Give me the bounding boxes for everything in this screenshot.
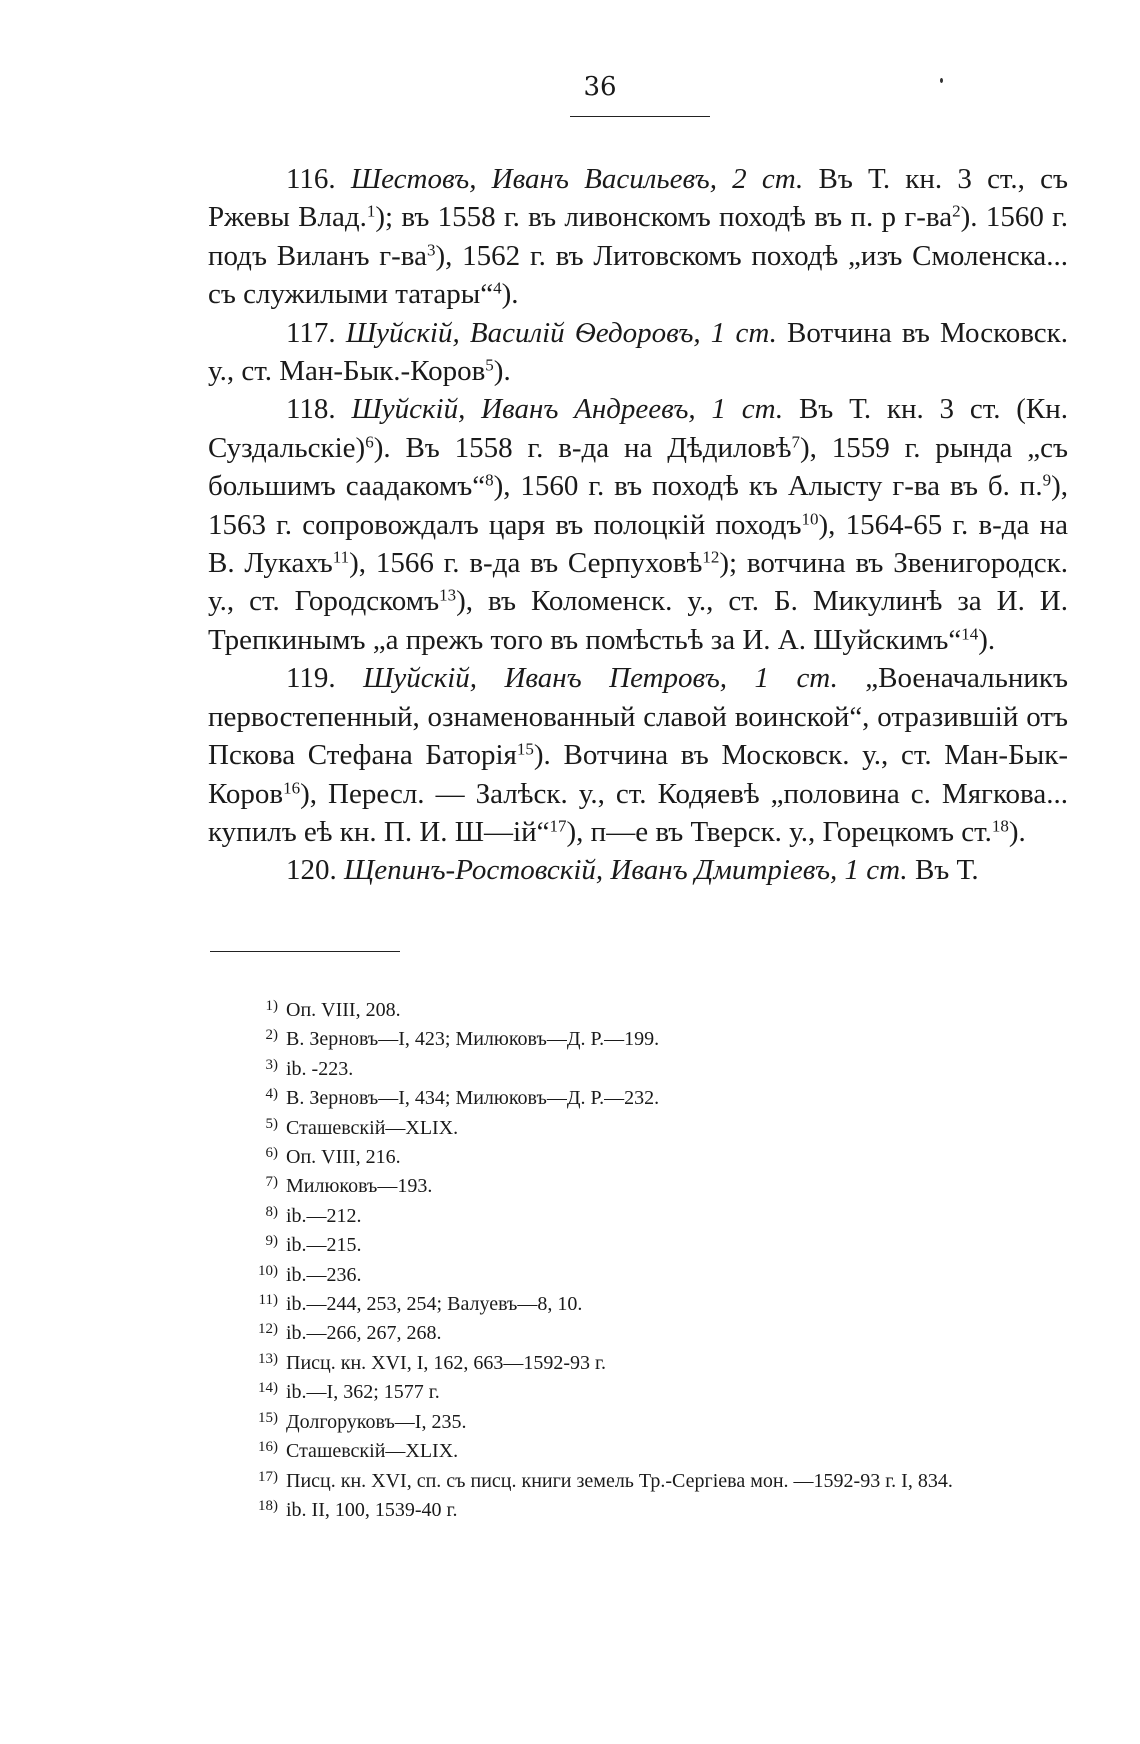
entry-text: ), 1560 г. въ походѣ къ Алысту г-ва въ б. п. [493,470,1043,503]
entry-text: ); въ 1558 г. въ ливонскомъ походѣ въ п. р г-ва [375,201,953,234]
entry-text: ), Пересл. — Залѣск. у., ст. Кодяевѣ „половина с. Мягкова... купилъ еѣ кн. П. И. Ш—ій“ [208,777,1068,848]
footnote-reference: 12 [702,547,720,567]
footnote-reference: 6 [365,432,374,452]
entry-name: Шуйскій, Василій Ѳедоровъ, 1 ст. [345,316,777,349]
footnote-reference: 16 [283,778,301,798]
footnote: 2) В. Зерновъ—I, 423; Милюковъ—Д. Р.—199. [265,1027,660,1051]
footnote-text: Сташевскій—XLIX. [286,1440,459,1463]
entry [208,390,1068,659]
entry-text: ). [1008,815,1026,848]
entry-name: Щепинъ-Ростовскій, Иванъ Дмитріевъ, 1 ст. [344,854,908,887]
entry-text: ), въ Коломенск. у., ст. Б. Микулинѣ за И. И. Трепкинымъ „а прежъ того въ помѣстьѣ за И. А. Шуйскимъ“ [208,585,1068,656]
footnote-reference: 7 [791,432,800,452]
footnote: 15) Долгоруковъ—I, 235. [258,1409,467,1433]
entry-text: ), 1566 г. в-да въ Серпуховѣ [349,547,703,580]
footnote-text: Милюковъ—193. [286,1175,433,1198]
footnote-text: ib. -223. [286,1057,354,1080]
footnote-text: В. Зерновъ—I, 423; Милюковъ—Д. Р.—199. [286,1028,660,1051]
footnote-reference: 2 [952,202,961,222]
footnote-text: ib.—215. [286,1234,362,1257]
footnote-reference: 17 [549,816,567,836]
main-text [208,160,1068,890]
footnote: 4) В. Зерновъ—I, 434; Милюковъ—Д. Р.—232. [265,1086,660,1110]
entry-text: ), п—е въ Тверск. у., Горецкомъ ст. [566,815,992,848]
footnote: 18) ib. II, 100, 1539-40 г. [258,1497,458,1521]
footnote: 14) ib.—I, 362; 1577 г. [258,1380,440,1404]
entry-name: Шуйскій, Иванъ Андреевъ, 1 ст. [351,393,784,426]
entry-text: ). [978,623,996,656]
footnotes [208,996,1074,1525]
entry-text: ); вотчина въ Звенигородск. у., ст. Городскомъ [208,547,1068,618]
entry-text: ), 1564-65 г. в-да на В. Лукахъ [208,508,1068,580]
entry-text: ). [493,355,511,388]
footnote: 3) ib. -223. [265,1056,354,1080]
entry-text: Въ Т. кн. 3 ст., съ Ржевы Влад. [208,163,1068,234]
footnote-reference: 1 [366,202,376,222]
footnote-text: В. Зерновъ—I, 434; Милюковъ—Д. Р.—232. [286,1087,660,1110]
entry-number: 118. [286,393,336,426]
entry-number: 119. [286,662,336,695]
footnote-text: ib.—236. [286,1263,362,1286]
footnote-reference: 13 [439,586,457,606]
footnote: 9) ib.—215. [265,1233,362,1257]
footnote-text: ib.—212. [286,1204,362,1227]
footnote: 13) Писц. кн. XVI, I, 162, 663—1592-93 г. [258,1350,606,1374]
entry-text: „Военачальникъ первостепенный, ознаменованный славой воинской“, отразившій отъ Пскова Стефана Баторія [208,662,1069,772]
entry-text: Въ Т. [907,854,979,887]
entry-number: 116. [286,163,336,195]
footnote-text: Оп. VIII, 208. [286,999,401,1021]
entry-number: 117. [286,316,336,349]
entry-text: Вотчина въ Московск. у., ст. Ман-Бык.-Коров [208,316,1069,388]
entry-name: Шестовъ, Иванъ Васильевъ, 2 ст. [350,163,804,195]
footnote-reference: 15 [516,739,534,759]
entry-text: ), 1562 г. въ Литовскомъ походѣ „изъ Смоленска... съ служилыми татары“ [208,239,1069,311]
footnote-reference: 11 [332,547,350,567]
entry-text: ). [501,278,519,311]
footnote-reference: 14 [961,624,979,644]
entry [208,851,1068,889]
entry-name: Шуйскій, Иванъ Петровъ, 1 ст. [363,662,838,695]
footnote-text: Долгоруковъ—I, 235. [286,1410,467,1433]
footnote-reference: 10 [801,509,819,529]
footnote-text: ib. II, 100, 1539-40 г. [286,1498,458,1521]
entry-text: ). Вотчина въ Московск. у., ст. Ман-Бык-Коров [208,739,1068,810]
footnote: 12) ib.—266, 267, 268. [258,1321,442,1345]
footnote: 1) Оп. VIII, 208. [265,998,401,1021]
entry [208,314,1068,391]
entry-text: ), 1563 г. сопровождалъ царя въ полоцкій походъ [208,470,1068,541]
entry-text: ), 1559 г. рында „съ большимъ саадакомъ“ [208,431,1068,503]
footnote: 8) ib.—212. [265,1203,362,1227]
footnote-text: Писц. кн. XVI, сп. съ писц. книги земель Тр.-Сергіева мон. —1592-93 г. I, 834. [286,1469,953,1492]
footnote-reference: 4 [493,278,502,298]
footnote-reference: 8 [485,470,494,490]
page-number-rule [570,116,710,117]
footnote-text: Сташевскій—XLIX. [286,1116,459,1139]
footnote-separator [210,951,400,952]
footnote-reference: 5 [485,355,494,375]
entry [208,659,1068,851]
footnote-reference: 3 [426,240,436,260]
footnote-reference: 18 [991,816,1009,836]
footnote: 6) Оп. VIII, 216. [265,1145,401,1169]
entry-text: ). 1560 г. подъ Виланъ г-ва [208,201,1069,272]
footnote-text: ib.—244, 253, 254; Валуевъ—8, 10. [286,1293,583,1316]
scan-speck [940,78,943,83]
footnote-text: ib.—266, 267, 268. [286,1322,442,1345]
footnote: 7) Милюковъ—193. [265,1174,433,1198]
footnote-text: Писц. кн. XVI, I, 162, 663—1592-93 г. [286,1351,606,1374]
entry [208,160,1068,314]
footnote: 10) ib.—236. [258,1262,362,1286]
entry-text: ). Въ 1558 г. в-да на Дѣдиловѣ [373,431,792,464]
footnote: 11) ib.—244, 253, 254; Валуевъ—8, 10. [258,1292,583,1316]
footnote: 16) Сташевскій—XLIX. [258,1439,459,1463]
footnote-text: Оп. VIII, 216. [286,1146,401,1169]
page-number: 36 [583,72,617,102]
footnote-reference: 9 [1042,470,1052,490]
footnote: 5) Сташевскій—XLIX. [265,1115,459,1139]
entry-text: Въ Т. кн. 3 ст. (Кн. Суздальскіе) [208,393,1068,464]
footnote: 17) Писц. кн. XVI, сп. съ писц. книги земель Тр.-Сергіева мон. —1592-93 г. I, 834. [258,1468,953,1492]
entry-number: 120. [286,854,337,887]
footnote-text: ib.—I, 362; 1577 г. [286,1381,440,1404]
